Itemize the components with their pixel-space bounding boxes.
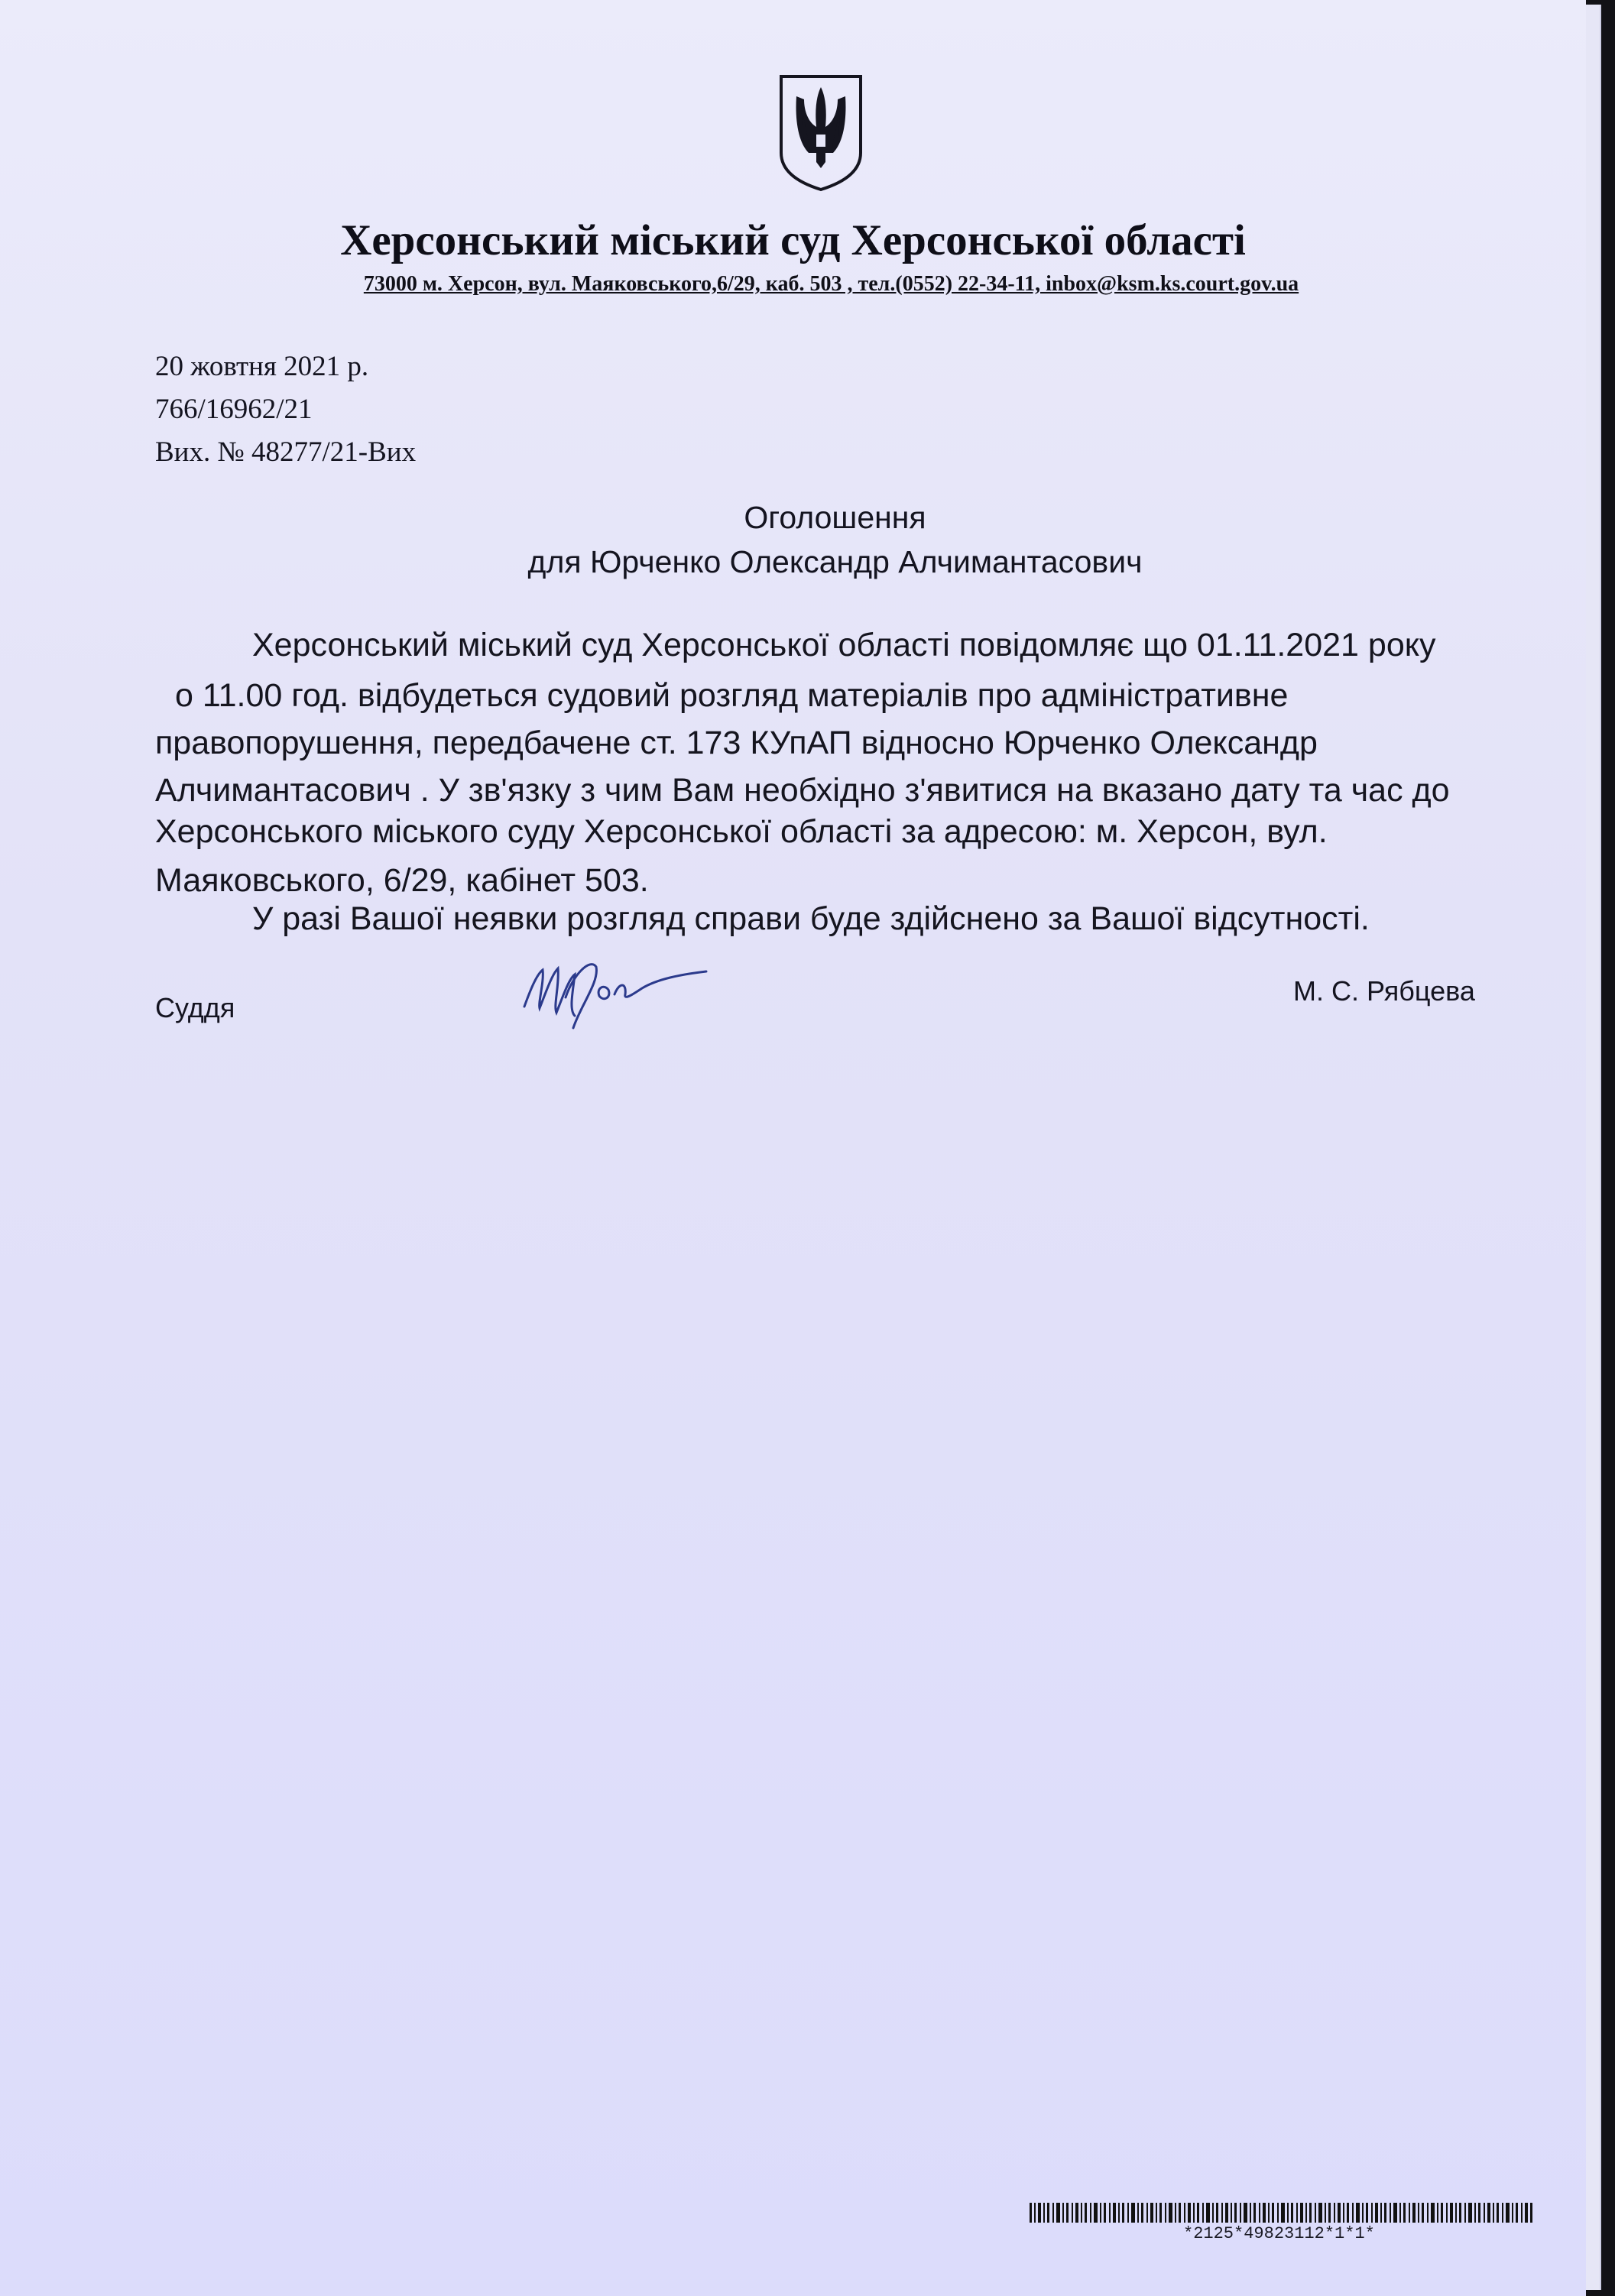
barcode-number: *2125*49823112*1*1* (1183, 2224, 1375, 2243)
announcement-title: Оголошення (744, 500, 926, 535)
court-address: 73000 м. Херсон, вул. Маяковського,6/29, каб. 503 , тел.(0552) 22-34-11, inbox@ksm.ks.court.gov.ua (363, 272, 1299, 296)
body-line: Херсонського міського суду Херсонської області за адресою: м. Херсон, вул. (155, 813, 1328, 850)
trident-emblem-icon (778, 73, 864, 193)
handwritten-signature (520, 952, 711, 1036)
outgoing-number: Вих. № 48277/21-Вих (155, 436, 417, 468)
case-number: 766/16962/21 (155, 394, 313, 425)
judge-name: М. С. Рябцева (1293, 975, 1475, 1007)
document-date: 20 жовтня 2021 р. (155, 351, 369, 382)
body-line: У разі Вашої неявки розгляд справи буде здійснено за Вашої відсутності. (252, 900, 1370, 937)
court-title: Херсонський міський суд Херсонської області (340, 216, 1246, 264)
announcement-recipient: для Юрченко Олександр Алчимантасович (527, 544, 1143, 579)
signature-label: Суддя (155, 992, 235, 1023)
body-line: о 11.00 год. відбудеться судовий розгляд матеріалів про адміністративне (175, 677, 1289, 714)
document-meta (155, 345, 416, 474)
body-line: Алчимантасович . У зв'язку з чим Вам необхідно з'явитися на вказано дату та час до (155, 772, 1450, 809)
body-line: Маяковського, 6/29, кабінет 503. (155, 862, 649, 899)
body-line: Херсонський міський суд Херсонської області повідомляє що 01.11.2021 року (252, 627, 1436, 663)
body-line: правопорушення, передбачене ст. 173 КУпАП відносно Юрченко Олександр (155, 725, 1318, 761)
barcode (1030, 2203, 1534, 2223)
